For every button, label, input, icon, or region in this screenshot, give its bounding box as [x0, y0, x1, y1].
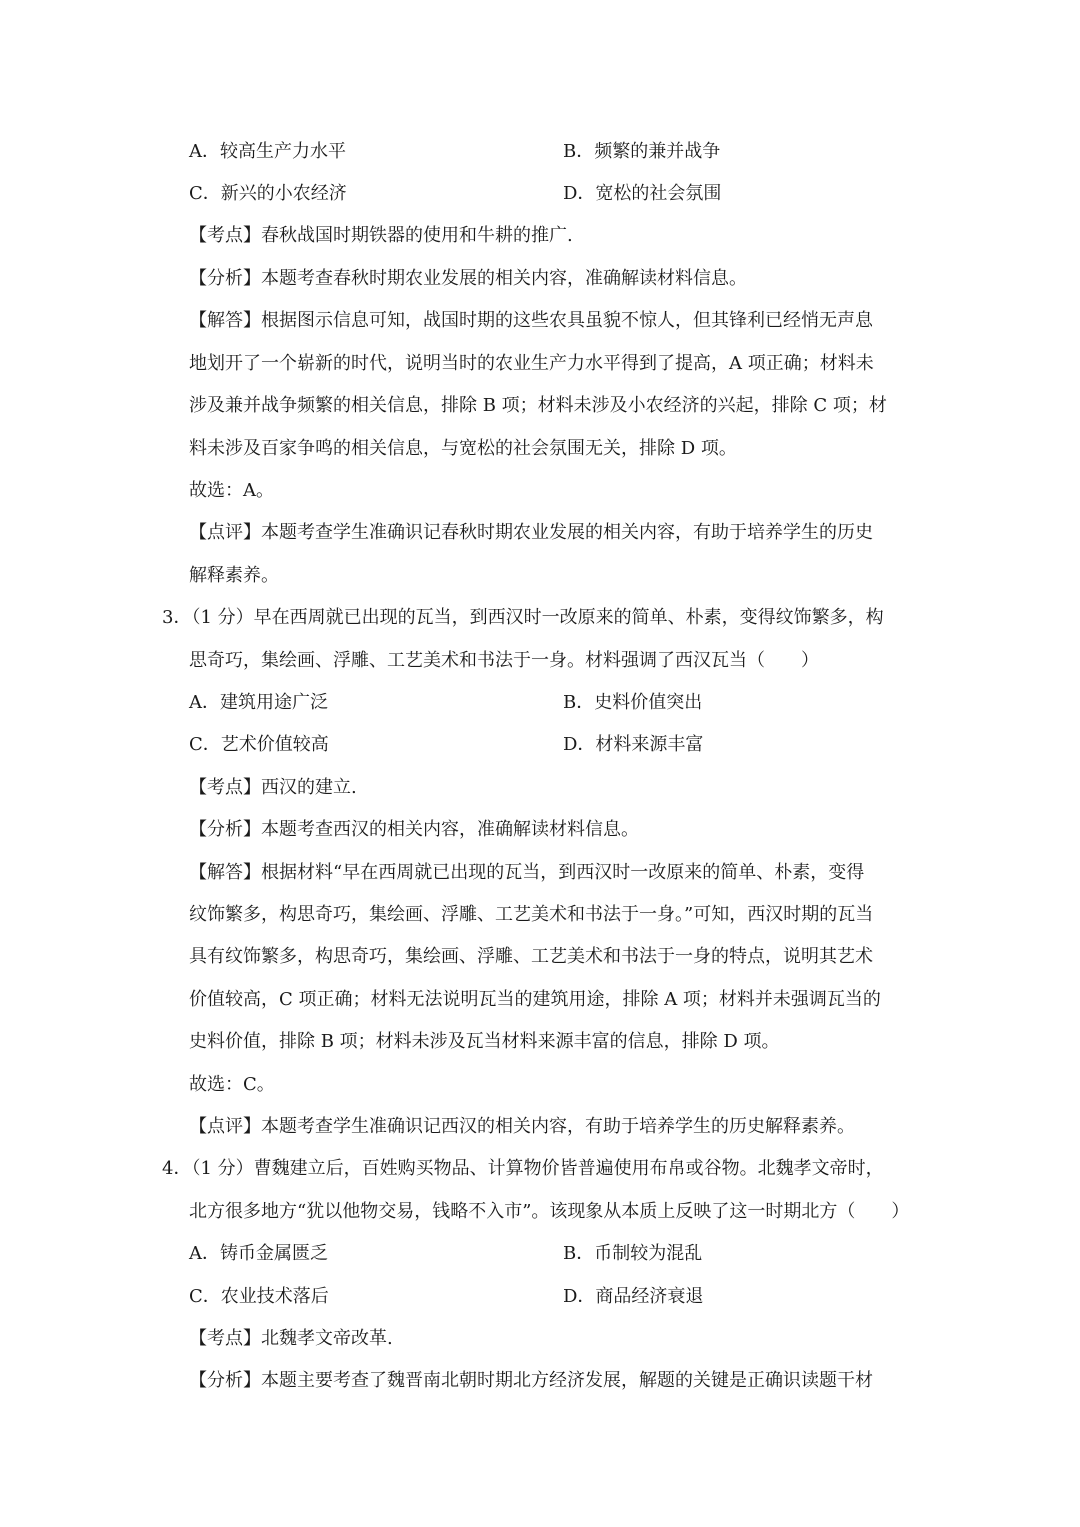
q3-jieda-line: 纹饰繁多，构思奇巧，集绘画、浮雕、工艺美术和书法于一身。”可知，西汉时期的瓦当 [189, 904, 874, 925]
q2-fenxi: 【分析】本题考查春秋时期农业发展的相关内容，准确解读材料信息。 [189, 268, 747, 289]
q3-option-b: B．史料价值突出 [563, 692, 703, 713]
q2-answer: 故选：A。 [189, 480, 274, 501]
q2-jieda-line: 【解答】根据图示信息可知，战国时期的这些农具虽貌不惊人，但其锋利已经悄无声息 [189, 310, 873, 331]
q3-jieda-line: 价值较高，C 项正确；材料无法说明瓦当的建筑用途，排除 A 项；材料并未强调瓦当的 [189, 989, 881, 1010]
q2-dianping-line: 解释素养。 [189, 565, 279, 586]
q4-stem-line: 北方很多地方“犹以他物交易，钱略不入市”。该现象从本质上反映了这一时期北方（ ） [189, 1201, 910, 1222]
q3-answer: 故选：C。 [189, 1074, 275, 1095]
q4-fenxi: 【分析】本题主要考查了魏晋南北朝时期北方经济发展，解题的关键是正确识读题干材 [189, 1370, 873, 1391]
q2-option-a: A．较高生产力水平 [189, 141, 346, 162]
q3-stem-line: 3．（1 分）早在西周就已出现的瓦当，到西汉时一改原来的简单、朴素，变得纹饰繁多，构 [162, 607, 884, 628]
q2-dianping-line: 【点评】本题考查学生准确识记春秋时期农业发展的相关内容，有助于培养学生的历史 [189, 522, 873, 543]
q3-jieda-line: 史料价值，排除 B 项；材料未涉及瓦当材料来源丰富的信息，排除 D 项。 [189, 1031, 780, 1052]
q4-option-a: A．铸币金属匮乏 [189, 1243, 328, 1264]
q2-option-c: C．新兴的小农经济 [189, 183, 347, 204]
q3-option-a: A．建筑用途广泛 [189, 692, 328, 713]
q3-fenxi: 【分析】本题考查西汉的相关内容，准确解读材料信息。 [189, 819, 639, 840]
q3-option-c: C．艺术价值较高 [189, 734, 329, 755]
q3-dianping-line: 【点评】本题考查学生准确识记西汉的相关内容，有助于培养学生的历史解释素养。 [189, 1116, 855, 1137]
q3-jieda-line: 具有纹饰繁多，构思奇巧，集绘画、浮雕、工艺美术和书法于一身的特点，说明其艺术 [189, 946, 873, 967]
q2-jieda-line: 地划开了一个崭新的时代，说明当时的农业生产力水平得到了提高，A 项正确；材料未 [189, 353, 874, 374]
q2-jieda-line: 料未涉及百家争鸣的相关信息，与宽松的社会氛围无关，排除 D 项。 [189, 438, 737, 459]
q2-jieda-line: 涉及兼并战争频繁的相关信息，排除 B 项；材料未涉及小农经济的兴起，排除 C 项；材 [189, 395, 887, 416]
q4-option-c: C．农业技术落后 [189, 1286, 329, 1307]
q3-stem-line: 思奇巧，集绘画、浮雕、工艺美术和书法于一身。材料强调了西汉瓦当（ ） [189, 650, 819, 671]
q2-kaodian: 【考点】春秋战国时期铁器的使用和牛耕的推广. [189, 225, 573, 246]
q4-stem-line: 4．（1 分）曹魏建立后，百姓购买物品、计算物价皆普遍使用布帛或谷物。北魏孝文帝时， [162, 1158, 884, 1179]
q3-kaodian: 【考点】西汉的建立. [189, 777, 357, 798]
q3-jieda-line: 【解答】根据材料“早在西周就已出现的瓦当，到西汉时一改原来的简单、朴素，变得 [189, 862, 865, 883]
q3-option-d: D．材料来源丰富 [563, 734, 704, 755]
q4-kaodian: 【考点】北魏孝文帝改革. [189, 1328, 393, 1349]
q2-option-b: B．频繁的兼并战争 [563, 141, 721, 162]
q4-option-d: D．商品经济衰退 [563, 1286, 704, 1307]
q4-option-b: B．币制较为混乱 [563, 1243, 703, 1264]
q2-option-d: D．宽松的社会氛围 [563, 183, 722, 204]
